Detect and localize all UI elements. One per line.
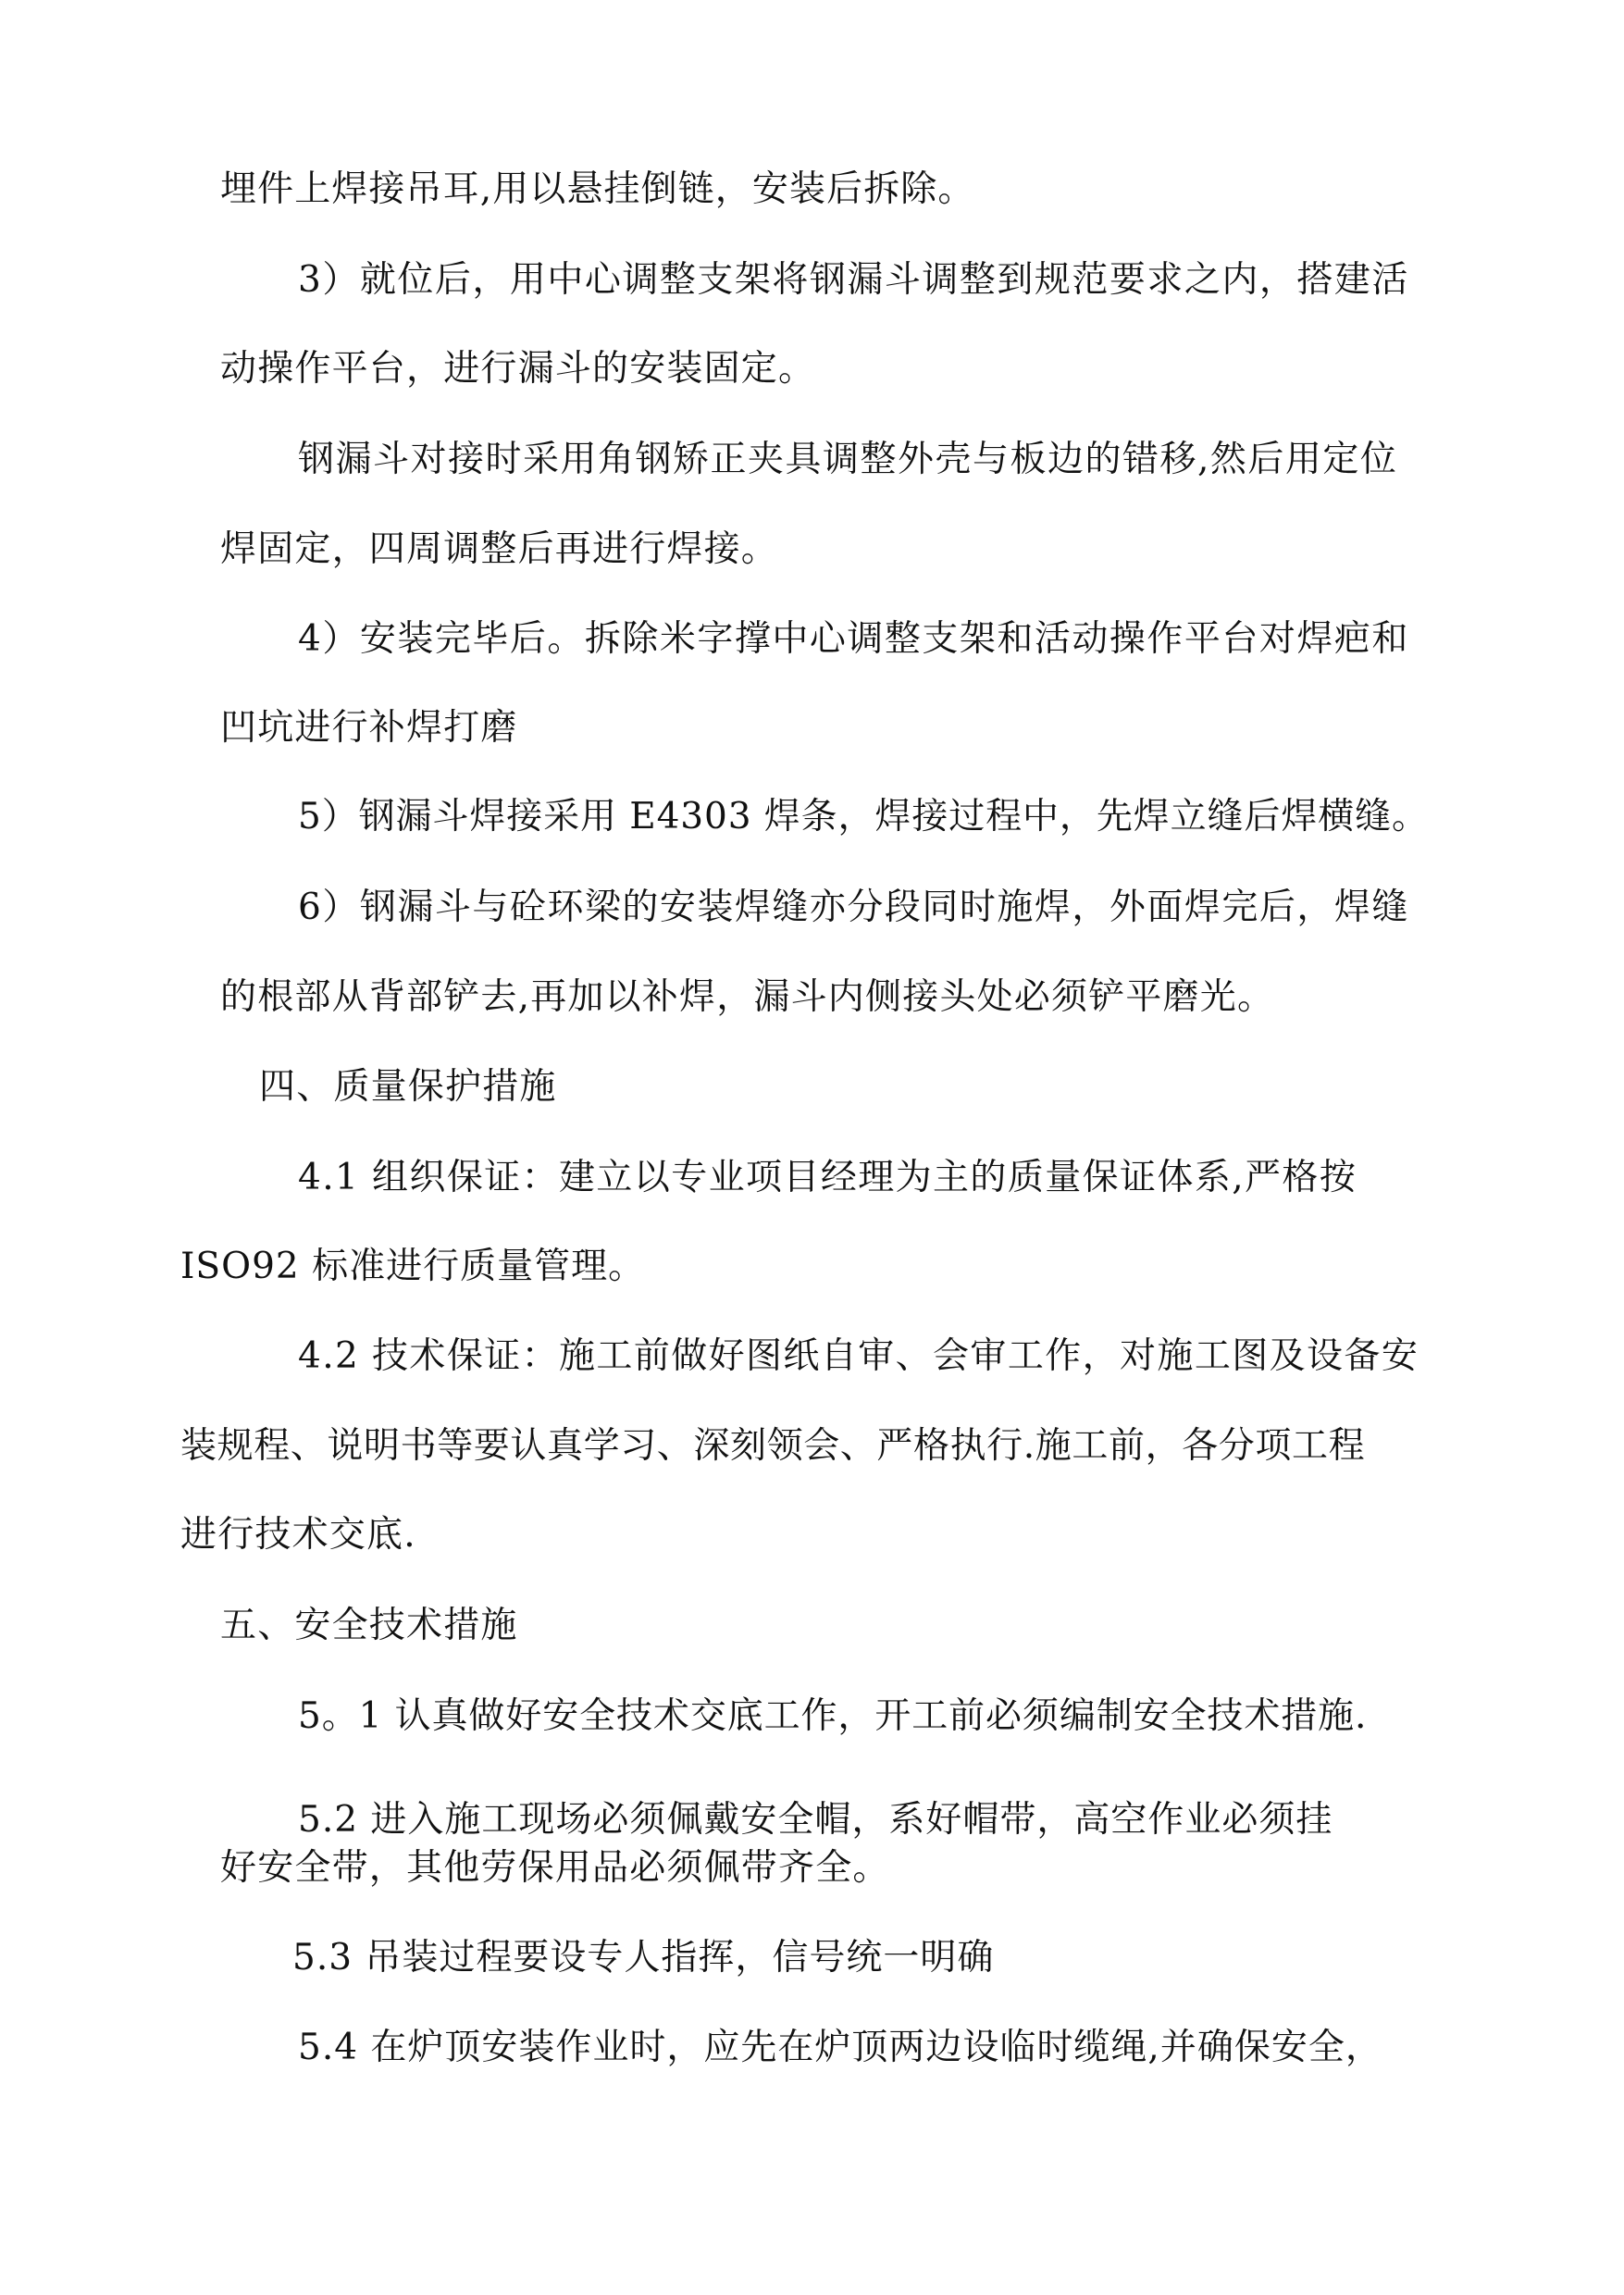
paragraph-line: 钢漏斗对接时采用角钢矫正夹具调整外壳与板边的错移,然后用定位 (298, 439, 1398, 480)
paragraph-line: 5.3 吊装过程要设专人指挥，信号统一明确 (292, 1937, 995, 1979)
paragraph-line: 6）钢漏斗与砼环梁的安装焊缝亦分段同时施焊，外面焊完后，焊缝 (298, 887, 1409, 928)
paragraph-line: 埋件上焊接吊耳,用以悬挂倒链，安装后拆除。 (220, 168, 975, 210)
paragraph-line: 装规程、说明书等要认真学习、深刻领会、严格执行.施工前，各分项工程 (180, 1425, 1366, 1467)
paragraph-line: 好安全带，其他劳保用品必须佩带齐全。 (220, 1847, 890, 1889)
paragraph-line: 4）安装完毕后。拆除米字撑中心调整支架和活动操作平台对焊疤和 (298, 618, 1409, 660)
paragraph-line: 凹坑进行补焊打磨 (220, 707, 518, 749)
paragraph-line: 动操作平台，进行漏斗的安装固定。 (220, 348, 816, 390)
paragraph-line: 5。1 认真做好安全技术交底工作，开工前必须编制安全技术措施. (298, 1695, 1368, 1737)
paragraph-line: 的根部从背部铲去,再加以补焊，漏斗内侧接头处必须铲平磨光。 (220, 976, 1275, 1018)
paragraph-line: 4.1 组织保证：建立以专业项目经理为主的质量保证体系,严格按 (298, 1157, 1357, 1198)
paragraph-line: 进行技术交底. (180, 1514, 416, 1556)
section-heading: 五、安全技术措施 (220, 1605, 518, 1646)
paragraph-line: 5.2 进入施工现场必须佩戴安全帽，系好帽带，高空作业必须挂 (298, 1799, 1333, 1841)
paragraph-line: 5.4 在炉顶安装作业时，应先在炉顶两边设临时缆绳,并确保安全， (298, 2027, 1382, 2068)
paragraph-line: ISO92 标准进行质量管理。 (180, 1246, 646, 1287)
paragraph-line: 5）钢漏斗焊接采用 E4303 焊条，焊接过程中，先焊立缝后焊横缝。 (298, 796, 1429, 837)
paragraph-line: 4.2 技术保证：施工前做好图纸自审、会审工作，对施工图及设备安 (298, 1335, 1419, 1377)
paragraph-line: 焊固定，四周调整后再进行焊接。 (220, 528, 779, 570)
paragraph-line: 3）就位后，用中心调整支架将钢漏斗调整到规范要求之内，搭建活 (298, 259, 1409, 301)
section-heading: 四、质量保护措施 (259, 1066, 557, 1108)
